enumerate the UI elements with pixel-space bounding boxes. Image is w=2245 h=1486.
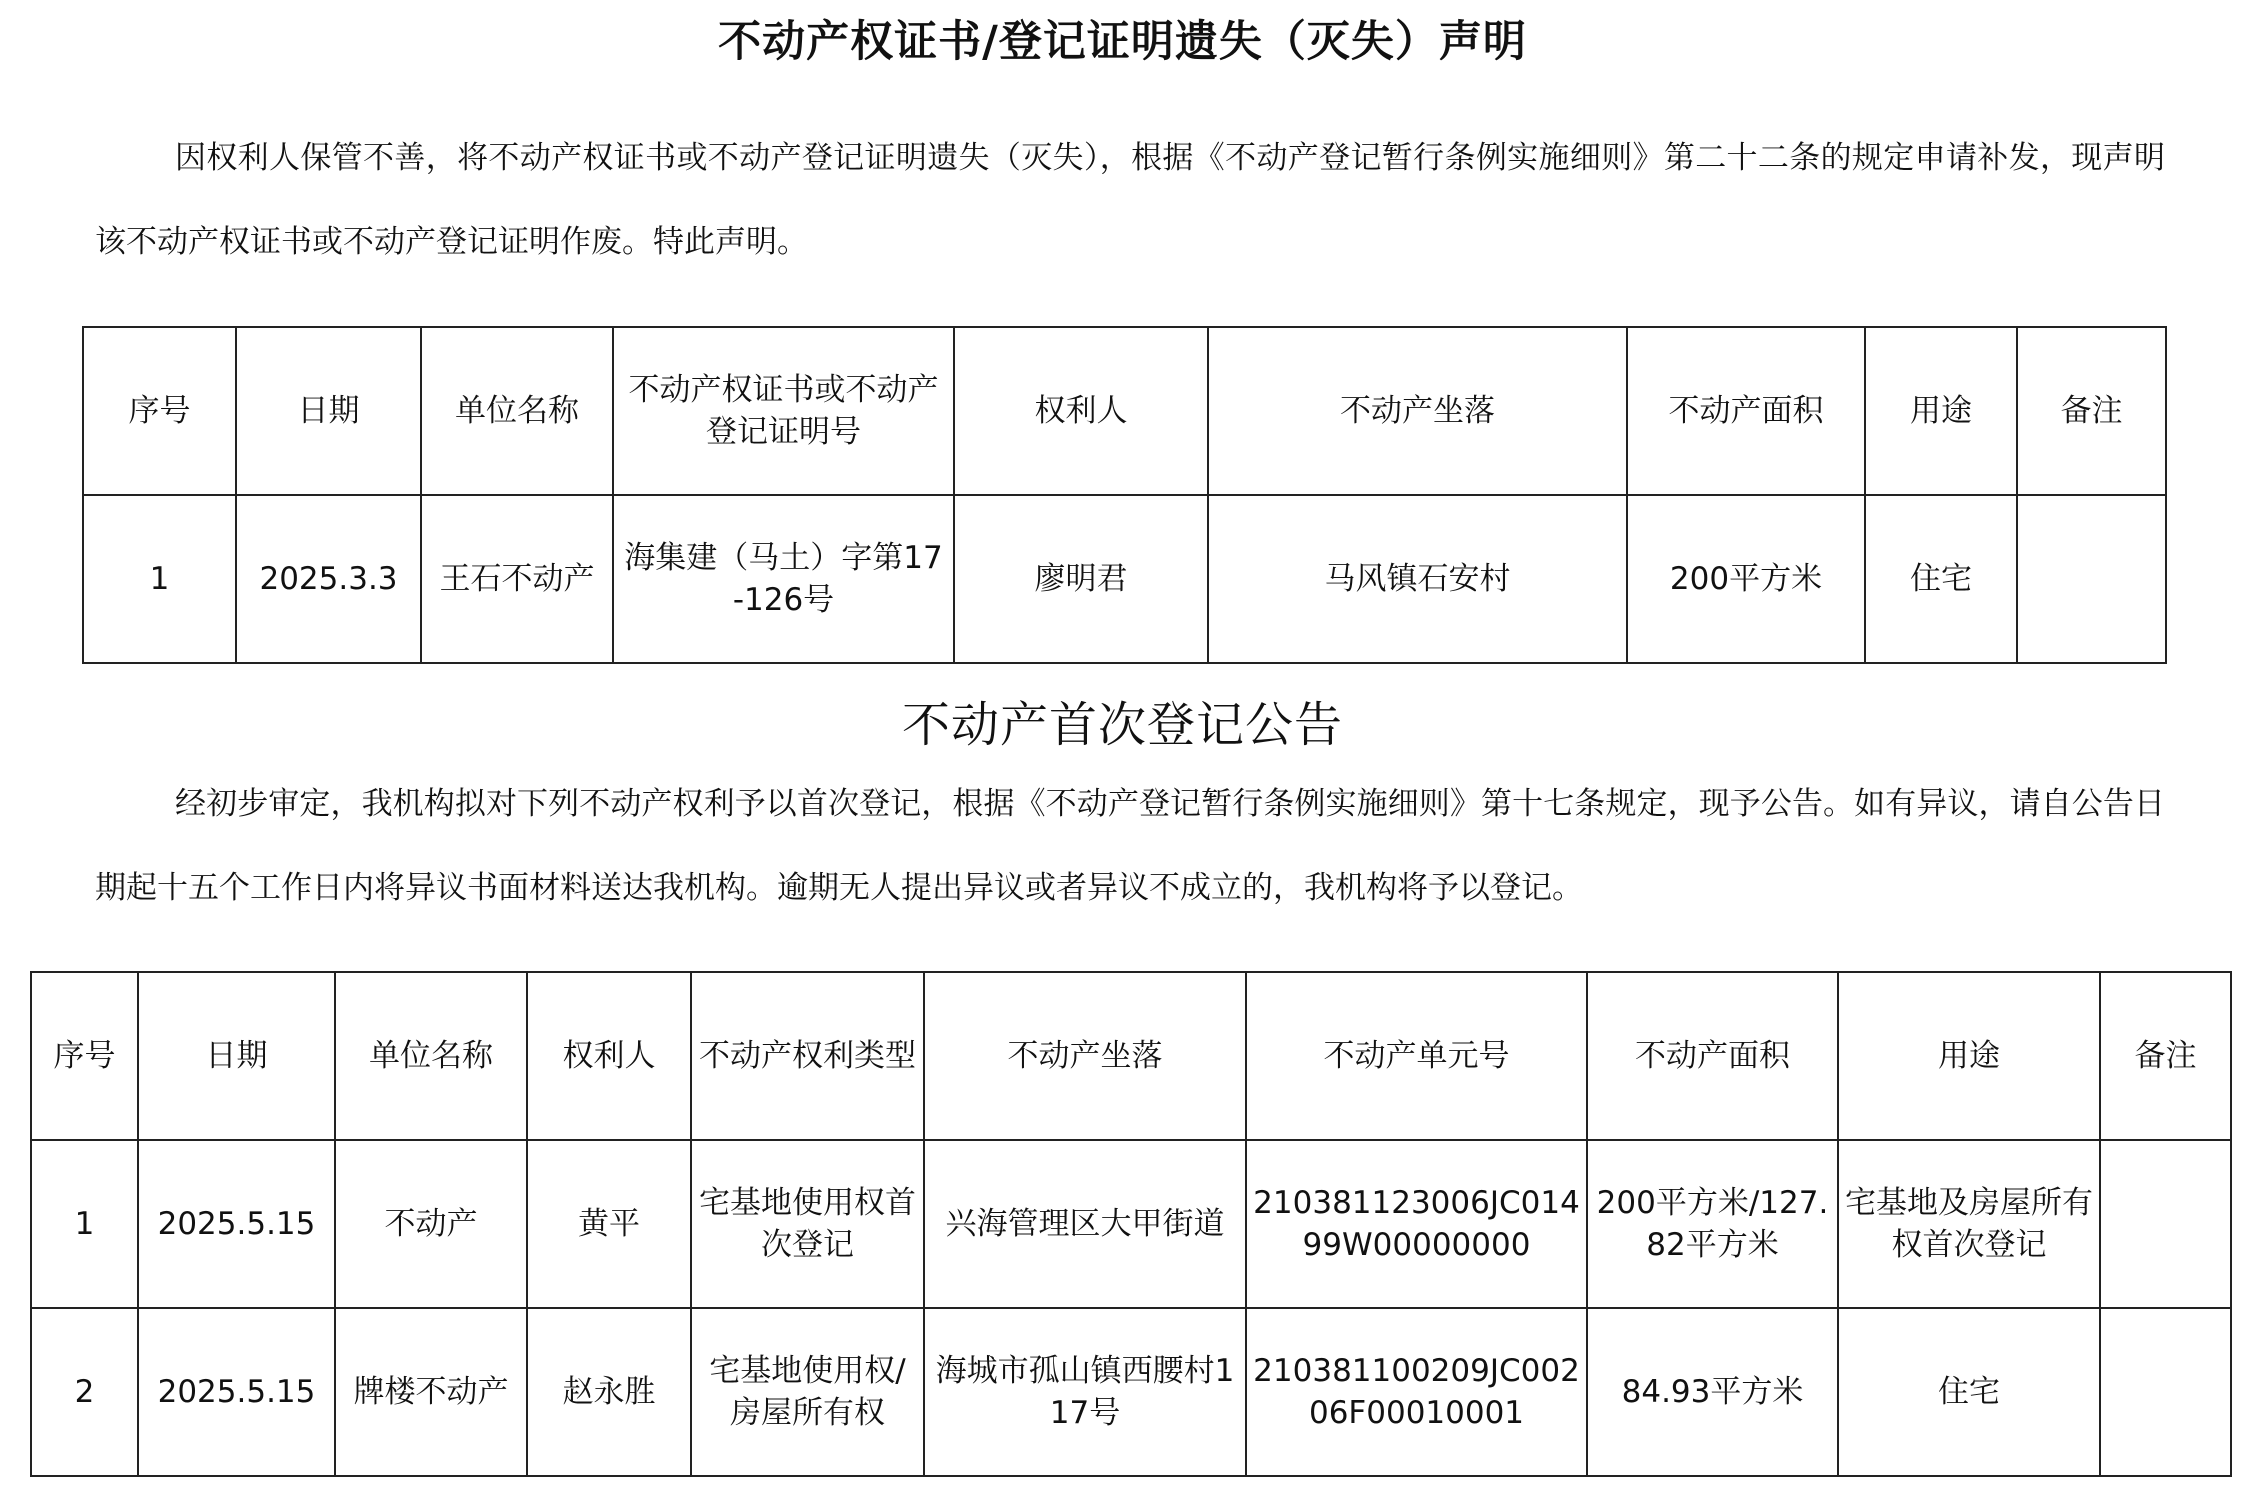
header-unit-number: 不动产单元号 [1246, 972, 1587, 1140]
cell-unit-name: 王石不动产 [421, 495, 613, 663]
header-location: 不动产坐落 [1208, 327, 1627, 495]
cell-right-type: 宅基地使用权/房屋所有权 [691, 1308, 924, 1476]
header-seq: 序号 [83, 327, 236, 495]
cell-cert-number: 海集建（马土）字第17-126号 [613, 495, 954, 663]
notice2-body: 经初步审定，我机构拟对下列不动产权利予以首次登记，根据《不动产登记暂行条例实施细则》第十七条规定，现予公告。如有异议，请自公告日期起十五个工作日内将异议书面材料送达我机构。逾期无人提出异议或者异议不成立的，我机构将予以登记。 [95, 786, 2165, 906]
header-area: 不动产面积 [1627, 327, 1865, 495]
cell-location: 海城市孤山镇西腰村117号 [924, 1308, 1246, 1476]
cell-seq: 2 [31, 1308, 138, 1476]
cell-unit-name: 牌楼不动产 [335, 1308, 527, 1476]
notice2-title: 不动产首次登记公告 [901, 697, 1343, 753]
header-remark: 备注 [2017, 327, 2166, 495]
cell-use: 住宅 [1838, 1308, 2100, 1476]
cell-area: 84.93平方米 [1587, 1308, 1838, 1476]
notice1-body: 因权利人保管不善，将不动产权证书或不动产登记证明遗失（灭失），根据《不动产登记暂行条例实施细则》第二十二条的规定申请补发，现声明该不动产权证书或不动产登记证明作废。特此声明。 [95, 140, 2165, 260]
cell-holder: 廖明君 [954, 495, 1208, 663]
cell-date: 2025.3.3 [236, 495, 421, 663]
cell-holder: 黄平 [527, 1140, 691, 1308]
header-date: 日期 [138, 972, 335, 1140]
header-cert-number: 不动产权证书或不动产登记证明号 [613, 327, 954, 495]
header-seq: 序号 [31, 972, 138, 1140]
cell-area: 200平方米 [1627, 495, 1865, 663]
header-remark: 备注 [2100, 972, 2231, 1140]
cell-seq: 1 [31, 1140, 138, 1308]
cell-seq: 1 [83, 495, 236, 663]
notice1-table [82, 326, 2167, 664]
header-unit-name: 单位名称 [335, 972, 527, 1140]
cell-date: 2025.5.15 [138, 1140, 335, 1308]
header-location: 不动产坐落 [924, 972, 1246, 1140]
header-area: 不动产面积 [1587, 972, 1838, 1140]
cell-use: 宅基地及房屋所有权首次登记 [1838, 1140, 2100, 1308]
notice1-title: 不动产权证书/登记证明遗失（灭失）声明 [718, 17, 1527, 67]
cell-unit-name: 不动产 [335, 1140, 527, 1308]
table-header-row [31, 972, 2231, 1140]
cell-location: 兴海管理区大甲街道 [924, 1140, 1246, 1308]
cell-unit-number: 210381123006JC01499W00000000 [1246, 1140, 1587, 1308]
header-use: 用途 [1865, 327, 2017, 495]
cell-date: 2025.5.15 [138, 1308, 335, 1476]
cell-holder: 赵永胜 [527, 1308, 691, 1476]
header-unit-name: 单位名称 [421, 327, 613, 495]
header-right-type: 不动产权利类型 [691, 972, 924, 1140]
header-holder: 权利人 [954, 327, 1208, 495]
cell-location: 马风镇石安村 [1208, 495, 1627, 663]
cell-remark [2100, 1308, 2231, 1476]
table-row [31, 1140, 2231, 1308]
cell-area: 200平方米/127.82平方米 [1587, 1140, 1838, 1308]
table-row [83, 495, 2166, 663]
header-holder: 权利人 [527, 972, 691, 1140]
table-row [31, 1308, 2231, 1476]
header-date: 日期 [236, 327, 421, 495]
header-use: 用途 [1838, 972, 2100, 1140]
table-header-row [83, 327, 2166, 495]
notice2-table [30, 971, 2232, 1477]
cell-remark [2017, 495, 2166, 663]
cell-remark [2100, 1140, 2231, 1308]
cell-use: 住宅 [1865, 495, 2017, 663]
cell-unit-number: 210381100209JC00206F00010001 [1246, 1308, 1587, 1476]
cell-right-type: 宅基地使用权首次登记 [691, 1140, 924, 1308]
